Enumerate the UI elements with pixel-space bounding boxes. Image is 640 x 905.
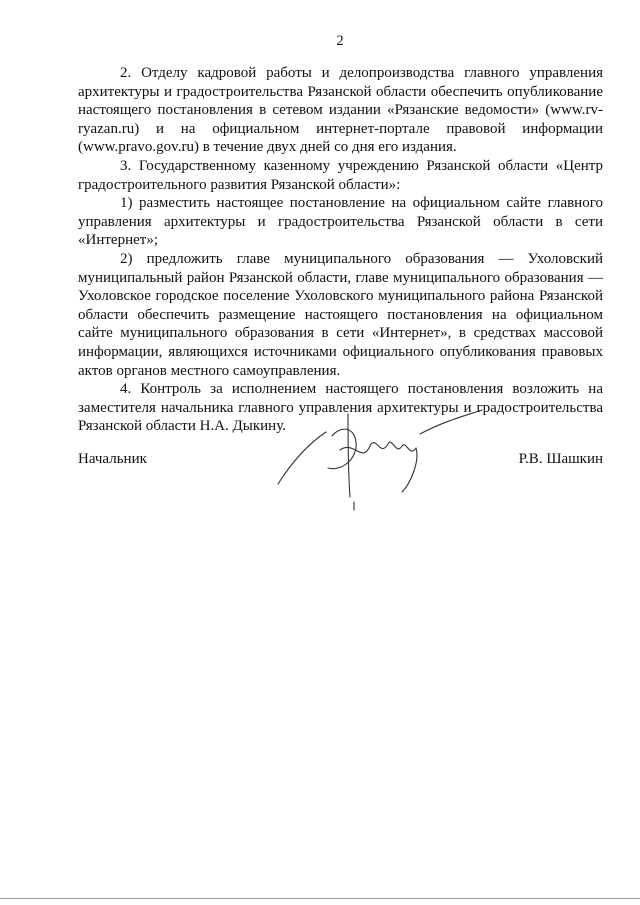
signature-block [78, 451, 603, 471]
paragraph-subitem-2: 2) предложить главе муниципального образования — Ухоловский муниципальный район Рязанской области, главе муниципального образования — Ухоловское городское поселение Ухоловского муниципального района Рязанской области обеспечить размещение настоящего постановления на официальном сайте муниципального образования в сети «Интернет», в средствах массовой информации, являющихся источниками официального опубликования правовых актов органов местного самоуправления. [78, 250, 603, 379]
signatory-title: Начальник [78, 451, 147, 467]
paragraph-subitem-1: 1) разместить настоящее постановление на официальном сайте главного управления архитектуры и градостроительства Рязанской области в сети «Интернет»; [78, 195, 603, 249]
paragraph-item-2: 2. Отделу кадровой работы и делопроизводства главного управления архитектуры и градостроительства Рязанской области обеспечить опубликование настоящего постановления в сетевом издании «Рязанские ведомости» (www.rv-ryazan.ru) и на официальном интернет-портале правовой информации (www.pravo.gov.ru) в течение двух дней со дня его издания. [78, 65, 603, 156]
paragraph-item-3: 3. Государственному казенному учреждению Рязанской области «Центр градостроительного развития Рязанской области»: [78, 157, 603, 193]
page-bottom-rule [0, 898, 640, 899]
document-body [78, 64, 603, 436]
page-number: 2 [336, 33, 344, 49]
signatory-name: Р.В. Шашкин [518, 451, 603, 467]
paragraph-item-4: 4. Контроль за исполнением настоящего постановления возложить на заместителя начальника главного управления архитектуры и градостроительства Рязанской области Н.А. Дыкину. [78, 381, 603, 435]
